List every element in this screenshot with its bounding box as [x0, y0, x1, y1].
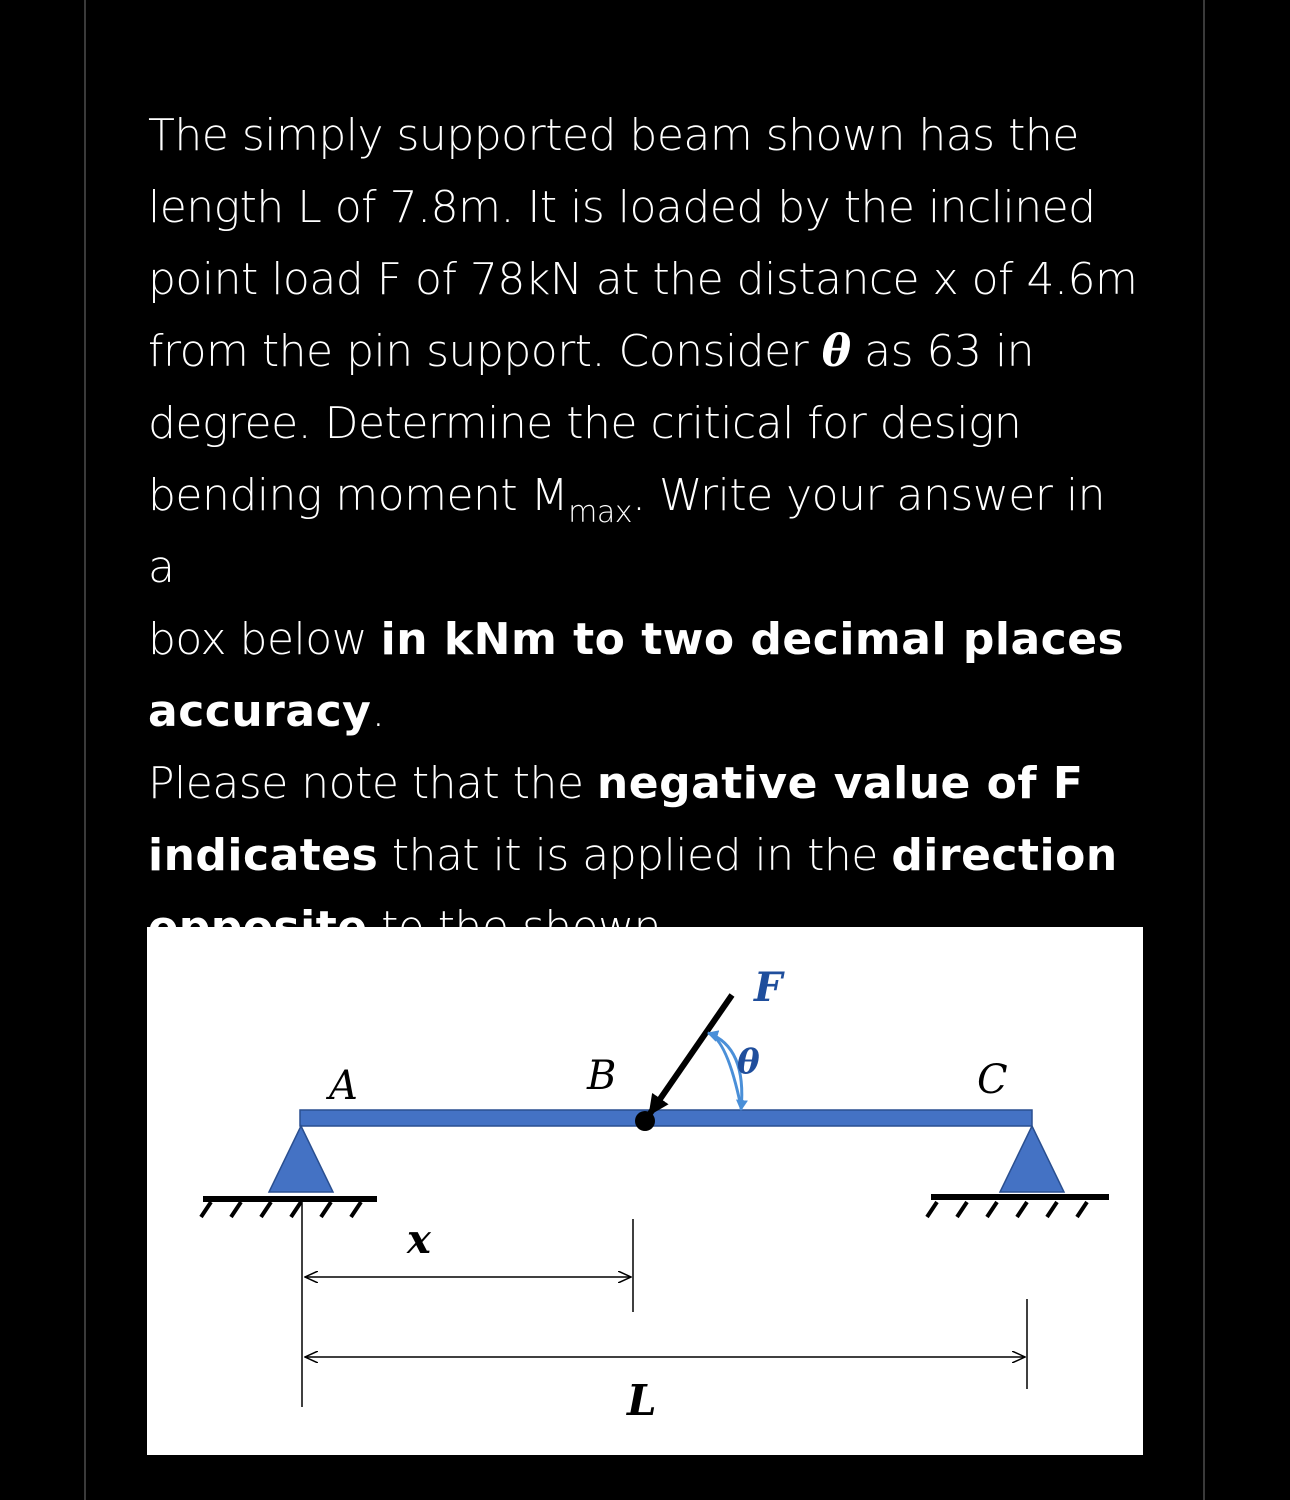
- question-line-2: length L of 7.8m. It is loaded by the inclined: [148, 182, 1096, 233]
- question-line: [148, 244, 1138, 316]
- question-line-7a: box below: [148, 614, 381, 665]
- note-line: [148, 748, 1138, 820]
- question-line: [148, 604, 1138, 676]
- note-line: [148, 820, 1138, 892]
- question-line-6b: . Write your answer in a: [148, 470, 1106, 593]
- question-line: [148, 676, 1138, 748]
- beam-diagram: [147, 927, 1143, 1455]
- question-line: [148, 460, 1138, 604]
- note-indicates: indicates: [148, 830, 379, 881]
- units-instruction: in kNm to two decimal places: [380, 614, 1125, 665]
- note-line-2b: that it is applied in the: [378, 830, 892, 881]
- note-line-1a: Please note that the: [148, 758, 597, 809]
- accuracy-word: accuracy: [148, 686, 372, 737]
- label-f: F: [754, 964, 783, 1011]
- question-line-8-end: .: [371, 686, 385, 737]
- question-line-1: The simply supported beam shown has the: [148, 110, 1079, 161]
- question-line: [148, 172, 1138, 244]
- label-b: B: [587, 1053, 617, 1099]
- label-theta: θ: [737, 1042, 760, 1082]
- label-l: L: [627, 1376, 657, 1425]
- theta-symbol: θ: [821, 326, 851, 377]
- question-line-3: point load F of 78kN at the distance x of 4.6m: [148, 254, 1138, 305]
- force-arrow: [649, 995, 732, 1115]
- label-c: C: [977, 1057, 1008, 1103]
- note-direction: direction: [891, 830, 1118, 881]
- question-text: [148, 100, 1138, 964]
- pin-support-a: [201, 1126, 377, 1217]
- question-line: [148, 100, 1138, 172]
- mmax-subscript: max: [568, 495, 632, 530]
- beam: [300, 1110, 1032, 1126]
- question-line-4a: from the pin support. Consider: [148, 326, 822, 377]
- right-divider: [1203, 0, 1205, 1500]
- label-x: x: [407, 1216, 431, 1263]
- question-line-4b: as 63 in: [850, 326, 1035, 377]
- roller-support-c: [927, 1126, 1109, 1217]
- question-line: [148, 316, 1138, 388]
- left-divider: [84, 0, 86, 1500]
- beam-figure: [147, 927, 1143, 1455]
- question-line-5: degree. Determine the critical for design: [148, 398, 1022, 449]
- question-line-6a: bending moment M: [148, 470, 569, 521]
- question-line: [148, 388, 1138, 460]
- note-negative-value: negative value of F: [596, 758, 1084, 809]
- label-a: A: [329, 1063, 358, 1109]
